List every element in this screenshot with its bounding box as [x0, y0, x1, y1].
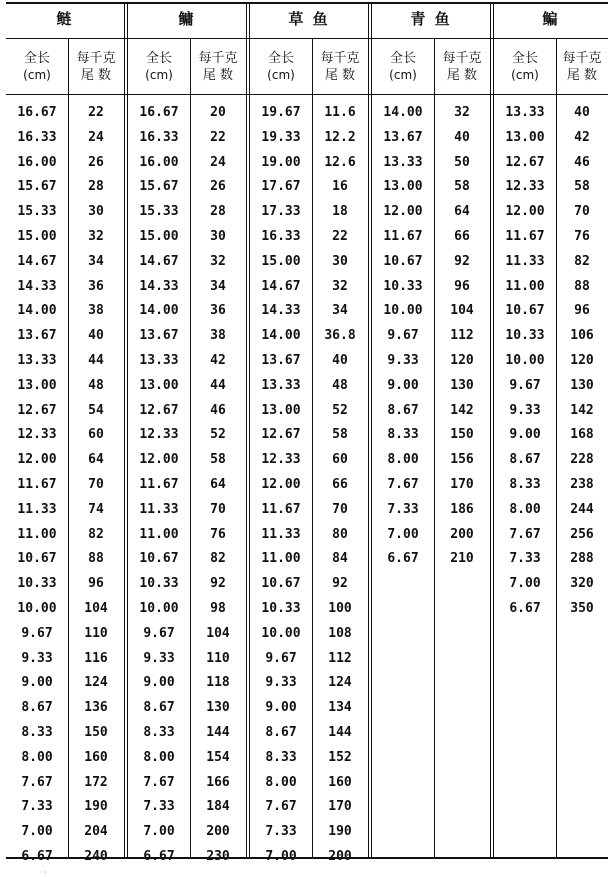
length-cell: 14.33: [261, 303, 301, 319]
group-divider: [490, 2, 491, 859]
group-divider: [124, 2, 125, 859]
count-cell: 104: [84, 601, 108, 616]
count-header-black-carp: 每千克 尾 数: [442, 51, 482, 83]
length-cell: 14.67: [261, 278, 301, 294]
count-cell: 36.8: [324, 328, 356, 344]
count-cell: 144: [206, 725, 230, 740]
count-cell: 168: [570, 427, 594, 443]
count-cell: 12.6: [324, 154, 356, 170]
count-cell: 130: [450, 377, 474, 393]
length-cell: 8.67: [143, 700, 175, 716]
count-cell: 104: [206, 625, 230, 641]
length-cell: 6.67: [143, 849, 175, 864]
count-cell: 166: [206, 774, 230, 790]
length-cell: 8.33: [387, 427, 419, 443]
count-cell: 12.2: [324, 129, 356, 145]
length-cell: 7.00: [387, 526, 419, 542]
length-cell: 11.67: [17, 477, 57, 492]
count-cell: 58: [210, 452, 226, 468]
length-cell: 8.67: [387, 402, 419, 418]
count-cell: 82: [210, 551, 226, 567]
count-cell: 40: [574, 105, 590, 120]
length-cell: 11.33: [139, 501, 179, 517]
count-cell: 52: [210, 427, 226, 443]
length-cell: 10.67: [17, 551, 57, 567]
length-cell: 10.67: [139, 551, 179, 567]
count-cell: 112: [450, 328, 474, 344]
length-cell: 12.00: [261, 477, 301, 492]
length-cell: 14.33: [139, 278, 179, 294]
count-cell: 96: [88, 576, 104, 592]
length-cell: 14.67: [139, 253, 179, 269]
length-cell: 9.67: [387, 328, 419, 344]
count-cell: 20: [210, 105, 226, 120]
length-cell: 11.67: [261, 501, 301, 517]
length-cell: 16.33: [17, 129, 57, 145]
length-cell: 10.00: [17, 601, 57, 616]
count-cell: 74: [88, 501, 104, 517]
length-cell: 11.00: [505, 278, 545, 294]
length-cell: 9.67: [265, 650, 297, 666]
length-cell: 14.33: [17, 278, 57, 294]
count-cell: 34: [210, 278, 226, 294]
species-header-bream: 鳊: [542, 10, 560, 28]
count-cell: 190: [328, 824, 352, 840]
length-cell: 15.67: [139, 179, 179, 195]
count-cell: 30: [88, 204, 104, 220]
length-cell: 7.00: [21, 824, 53, 840]
count-cell: 58: [332, 427, 348, 443]
count-cell: 46: [574, 154, 590, 170]
length-cell: 6.67: [21, 849, 53, 864]
count-cell: 98: [210, 601, 226, 616]
length-cell: 12.00: [383, 204, 423, 220]
group-divider: [368, 2, 369, 859]
species-header-bighead-carp: 鳙: [178, 10, 196, 28]
length-cell: 13.00: [261, 402, 301, 418]
length-cell: 8.00: [509, 501, 541, 517]
length-cell: 13.00: [383, 179, 423, 195]
count-cell: 76: [574, 229, 590, 244]
count-cell: 64: [88, 452, 104, 468]
length-header-silver-carp: 全长 (cm): [23, 51, 51, 82]
count-cell: 82: [88, 526, 104, 542]
length-cell: 10.00: [139, 601, 179, 616]
count-cell: 120: [570, 353, 594, 368]
count-cell: 244: [570, 501, 594, 517]
count-cell: 238: [570, 477, 594, 492]
count-cell: 110: [84, 625, 108, 641]
length-cell: 7.33: [387, 501, 419, 517]
length-cell: 10.67: [261, 576, 301, 592]
length-cell: 6.67: [387, 551, 419, 567]
count-cell: 320: [570, 576, 594, 592]
count-cell: 200: [328, 849, 352, 864]
length-cell: 12.67: [139, 402, 179, 418]
count-cell: 50: [454, 154, 470, 170]
count-cell: 200: [206, 824, 230, 840]
length-cell: 7.00: [265, 849, 297, 864]
length-cell: 13.67: [383, 129, 423, 145]
count-cell: 88: [88, 551, 104, 567]
count-cell: 256: [570, 526, 594, 542]
count-cell: 28: [88, 179, 104, 195]
count-cell: 64: [454, 204, 470, 220]
length-cell: 7.67: [21, 774, 53, 790]
length-cell: 11.67: [505, 229, 545, 244]
length-cell: 9.00: [265, 700, 297, 716]
length-header-bream: 全长 (cm): [511, 51, 539, 82]
length-cell: 8.67: [21, 700, 53, 716]
length-cell: 15.33: [139, 204, 179, 220]
length-cell: 11.00: [139, 526, 179, 542]
length-cell: 16.67: [139, 105, 179, 120]
length-cell: 12.33: [261, 452, 301, 468]
length-cell: 10.33: [383, 278, 423, 294]
count-cell: 18: [332, 204, 348, 220]
count-cell: 52: [332, 402, 348, 418]
length-cell: 8.33: [143, 725, 175, 740]
length-cell: 16.33: [139, 129, 179, 145]
count-cell: 240: [84, 849, 108, 864]
count-cell: 38: [88, 303, 104, 319]
length-cell: 8.67: [509, 452, 541, 468]
length-cell: 15.00: [261, 253, 301, 269]
length-cell: 11.67: [139, 477, 179, 492]
count-cell: 118: [206, 675, 230, 691]
length-cell: 8.33: [509, 477, 541, 492]
species-header-silver-carp: 鲢: [56, 10, 74, 28]
length-cell: 12.33: [139, 427, 179, 443]
length-cell: 7.33: [509, 551, 541, 567]
length-cell: 9.33: [265, 675, 297, 691]
count-cell: 82: [574, 253, 590, 269]
count-cell: 288: [570, 551, 594, 567]
length-cell: 10.00: [261, 625, 301, 641]
count-cell: 70: [88, 477, 104, 492]
count-cell: 154: [206, 749, 230, 765]
count-cell: 40: [332, 353, 348, 368]
count-cell: 24: [88, 129, 104, 145]
length-cell: 11.33: [17, 501, 57, 517]
length-cell: 9.33: [509, 402, 541, 418]
length-cell: 9.33: [387, 353, 419, 368]
length-cell: 13.33: [383, 154, 423, 170]
length-header-grass-carp: 全长 (cm): [267, 51, 295, 82]
length-cell: 8.00: [21, 749, 53, 765]
count-cell: 92: [454, 253, 470, 269]
species-header-grass-carp: 草 鱼: [288, 10, 330, 28]
length-cell: 14.00: [261, 328, 301, 344]
count-cell: 30: [332, 253, 348, 269]
length-cell: 9.67: [143, 625, 175, 641]
length-cell: 10.33: [261, 601, 301, 616]
length-cell: 16.67: [17, 105, 57, 120]
count-cell: 142: [450, 402, 474, 418]
page-mark: ·: [44, 868, 47, 877]
length-cell: 19.33: [261, 129, 301, 145]
count-cell: 48: [332, 377, 348, 393]
length-cell: 7.00: [509, 576, 541, 592]
length-cell: 12.00: [17, 452, 57, 468]
length-cell: 13.33: [505, 105, 545, 120]
length-cell: 12.00: [505, 204, 545, 220]
length-cell: 10.33: [505, 328, 545, 344]
count-header-grass-carp: 每千克 尾 数: [320, 51, 360, 83]
count-cell: 54: [88, 402, 104, 418]
length-cell: 13.33: [261, 377, 301, 393]
count-cell: 104: [450, 303, 474, 319]
count-cell: 32: [454, 105, 470, 120]
length-cell: 9.67: [21, 625, 53, 641]
count-cell: 32: [210, 253, 226, 269]
length-cell: 6.67: [509, 601, 541, 616]
count-cell: 28: [210, 204, 226, 220]
count-cell: 58: [454, 179, 470, 195]
count-cell: 40: [454, 129, 470, 145]
count-header-bream: 每千克 尾 数: [562, 51, 602, 83]
length-cell: 15.00: [139, 229, 179, 244]
count-cell: 134: [328, 700, 352, 716]
count-cell: 230: [206, 849, 230, 864]
length-cell: 9.00: [21, 675, 53, 691]
count-cell: 124: [328, 675, 352, 691]
count-cell: 124: [84, 675, 108, 691]
length-cell: 10.00: [505, 353, 545, 368]
length-cell: 13.67: [17, 328, 57, 344]
count-cell: 130: [206, 700, 230, 716]
length-cell: 14.00: [17, 303, 57, 319]
count-cell: 156: [450, 452, 474, 468]
length-cell: 13.00: [505, 129, 545, 145]
count-cell: 160: [328, 774, 352, 790]
length-cell: 12.67: [17, 402, 57, 418]
length-cell: 10.67: [383, 253, 423, 269]
count-cell: 26: [210, 179, 226, 195]
count-cell: 64: [210, 477, 226, 492]
length-cell: 7.33: [265, 824, 297, 840]
count-cell: 142: [570, 402, 594, 418]
length-cell: 8.67: [265, 725, 297, 740]
length-cell: 15.00: [17, 229, 57, 244]
length-cell: 7.67: [265, 799, 297, 815]
count-cell: 120: [450, 353, 474, 368]
count-cell: 186: [450, 501, 474, 517]
subheader-divider: [6, 94, 608, 95]
count-cell: 38: [210, 328, 226, 344]
count-cell: 116: [84, 650, 108, 666]
count-header-bighead-carp: 每千克 尾 数: [198, 51, 238, 83]
length-cell: 10.00: [383, 303, 423, 319]
count-header-silver-carp: 每千克 尾 数: [76, 51, 116, 83]
length-cell: 9.67: [509, 377, 541, 393]
length-cell: 19.67: [261, 105, 301, 120]
length-cell: 14.00: [383, 105, 423, 120]
length-cell: 15.33: [17, 204, 57, 220]
length-cell: 9.00: [387, 377, 419, 393]
length-cell: 13.33: [139, 353, 179, 368]
count-cell: 46: [210, 402, 226, 418]
count-cell: 76: [210, 526, 226, 542]
length-cell: 8.33: [265, 749, 297, 765]
length-cell: 7.67: [143, 774, 175, 790]
length-cell: 11.33: [261, 526, 301, 542]
length-cell: 8.00: [143, 749, 175, 765]
length-cell: 15.67: [17, 179, 57, 195]
count-cell: 84: [332, 551, 348, 567]
length-header-black-carp: 全长 (cm): [389, 51, 417, 82]
count-cell: 190: [84, 799, 108, 815]
length-cell: 10.67: [505, 303, 545, 319]
count-cell: 170: [328, 799, 352, 815]
count-cell: 350: [570, 601, 594, 616]
length-cell: 10.33: [139, 576, 179, 592]
count-cell: 150: [450, 427, 474, 443]
count-cell: 108: [328, 625, 352, 641]
count-cell: 22: [332, 229, 348, 244]
length-cell: 9.00: [143, 675, 175, 691]
count-cell: 150: [84, 725, 108, 740]
length-cell: 8.00: [387, 452, 419, 468]
count-cell: 34: [332, 303, 348, 319]
count-cell: 60: [332, 452, 348, 468]
length-cell: 7.67: [509, 526, 541, 542]
count-cell: 228: [570, 452, 594, 468]
length-cell: 13.67: [261, 353, 301, 368]
length-cell: 12.00: [139, 452, 179, 468]
count-cell: 110: [206, 650, 230, 666]
length-cell: 12.33: [17, 427, 57, 443]
count-cell: 48: [88, 377, 104, 393]
count-cell: 16: [332, 179, 348, 195]
length-cell: 11.00: [261, 551, 301, 567]
fish-size-table: [6, 2, 608, 864]
length-cell: 9.33: [21, 650, 53, 666]
length-header-bighead-carp: 全长 (cm): [145, 51, 173, 82]
count-cell: 32: [88, 229, 104, 244]
count-cell: 30: [210, 229, 226, 244]
length-cell: 11.67: [383, 229, 423, 244]
length-cell: 10.33: [17, 576, 57, 592]
species-header-black-carp: 青 鱼: [410, 10, 452, 28]
count-cell: 80: [332, 526, 348, 542]
count-cell: 92: [332, 576, 348, 592]
count-cell: 40: [88, 328, 104, 344]
length-cell: 8.33: [21, 725, 53, 740]
length-cell: 19.00: [261, 154, 301, 170]
count-cell: 170: [450, 477, 474, 492]
length-cell: 9.00: [509, 427, 541, 443]
count-cell: 70: [210, 501, 226, 517]
length-cell: 7.33: [143, 799, 175, 815]
count-cell: 160: [84, 749, 108, 765]
count-cell: 44: [210, 377, 226, 393]
count-cell: 88: [574, 278, 590, 294]
length-cell: 9.33: [143, 650, 175, 666]
count-cell: 152: [328, 749, 352, 765]
length-cell: 17.67: [261, 179, 301, 195]
header-divider: [6, 38, 608, 39]
count-cell: 92: [210, 576, 226, 592]
length-cell: 12.67: [505, 154, 545, 170]
count-cell: 44: [88, 353, 104, 368]
top-rule: [6, 2, 608, 4]
count-cell: 66: [332, 477, 348, 492]
count-cell: 144: [328, 725, 352, 740]
count-cell: 172: [84, 774, 108, 790]
length-cell: 12.67: [261, 427, 301, 443]
count-cell: 36: [210, 303, 226, 319]
length-cell: 11.00: [17, 526, 57, 542]
length-cell: 14.00: [139, 303, 179, 319]
count-cell: 136: [84, 700, 108, 716]
length-cell: 13.00: [17, 377, 57, 393]
count-cell: 36: [88, 278, 104, 294]
count-cell: 32: [332, 278, 348, 294]
count-cell: 60: [88, 427, 104, 443]
count-cell: 112: [328, 650, 352, 666]
length-cell: 17.33: [261, 204, 301, 220]
length-cell: 13.00: [139, 377, 179, 393]
count-cell: 70: [332, 501, 348, 517]
count-cell: 100: [328, 601, 352, 616]
count-cell: 70: [574, 204, 590, 220]
length-cell: 7.00: [143, 824, 175, 840]
count-cell: 22: [88, 105, 104, 120]
length-cell: 16.00: [17, 154, 57, 170]
length-cell: 13.33: [17, 353, 57, 368]
count-cell: 11.6: [324, 105, 356, 120]
count-cell: 200: [450, 526, 474, 542]
count-cell: 130: [570, 377, 594, 393]
length-cell: 11.33: [505, 253, 545, 269]
count-cell: 26: [88, 154, 104, 170]
count-cell: 34: [88, 253, 104, 269]
count-cell: 204: [84, 824, 108, 840]
count-cell: 22: [210, 129, 226, 145]
count-cell: 96: [454, 278, 470, 294]
length-cell: 13.67: [139, 328, 179, 344]
count-cell: 42: [210, 353, 226, 368]
count-cell: 210: [450, 551, 474, 567]
count-cell: 42: [574, 129, 590, 145]
length-cell: 14.67: [17, 253, 57, 269]
count-cell: 106: [570, 328, 594, 344]
count-cell: 66: [454, 229, 470, 244]
length-cell: 12.33: [505, 179, 545, 195]
length-cell: 7.33: [21, 799, 53, 815]
length-cell: 7.67: [387, 477, 419, 492]
length-cell: 8.00: [265, 774, 297, 790]
length-cell: 16.00: [139, 154, 179, 170]
count-cell: 24: [210, 154, 226, 170]
count-cell: 184: [206, 799, 230, 815]
count-cell: 96: [574, 303, 590, 319]
count-cell: 58: [574, 179, 590, 195]
group-divider: [246, 2, 247, 859]
length-cell: 16.33: [261, 229, 301, 244]
